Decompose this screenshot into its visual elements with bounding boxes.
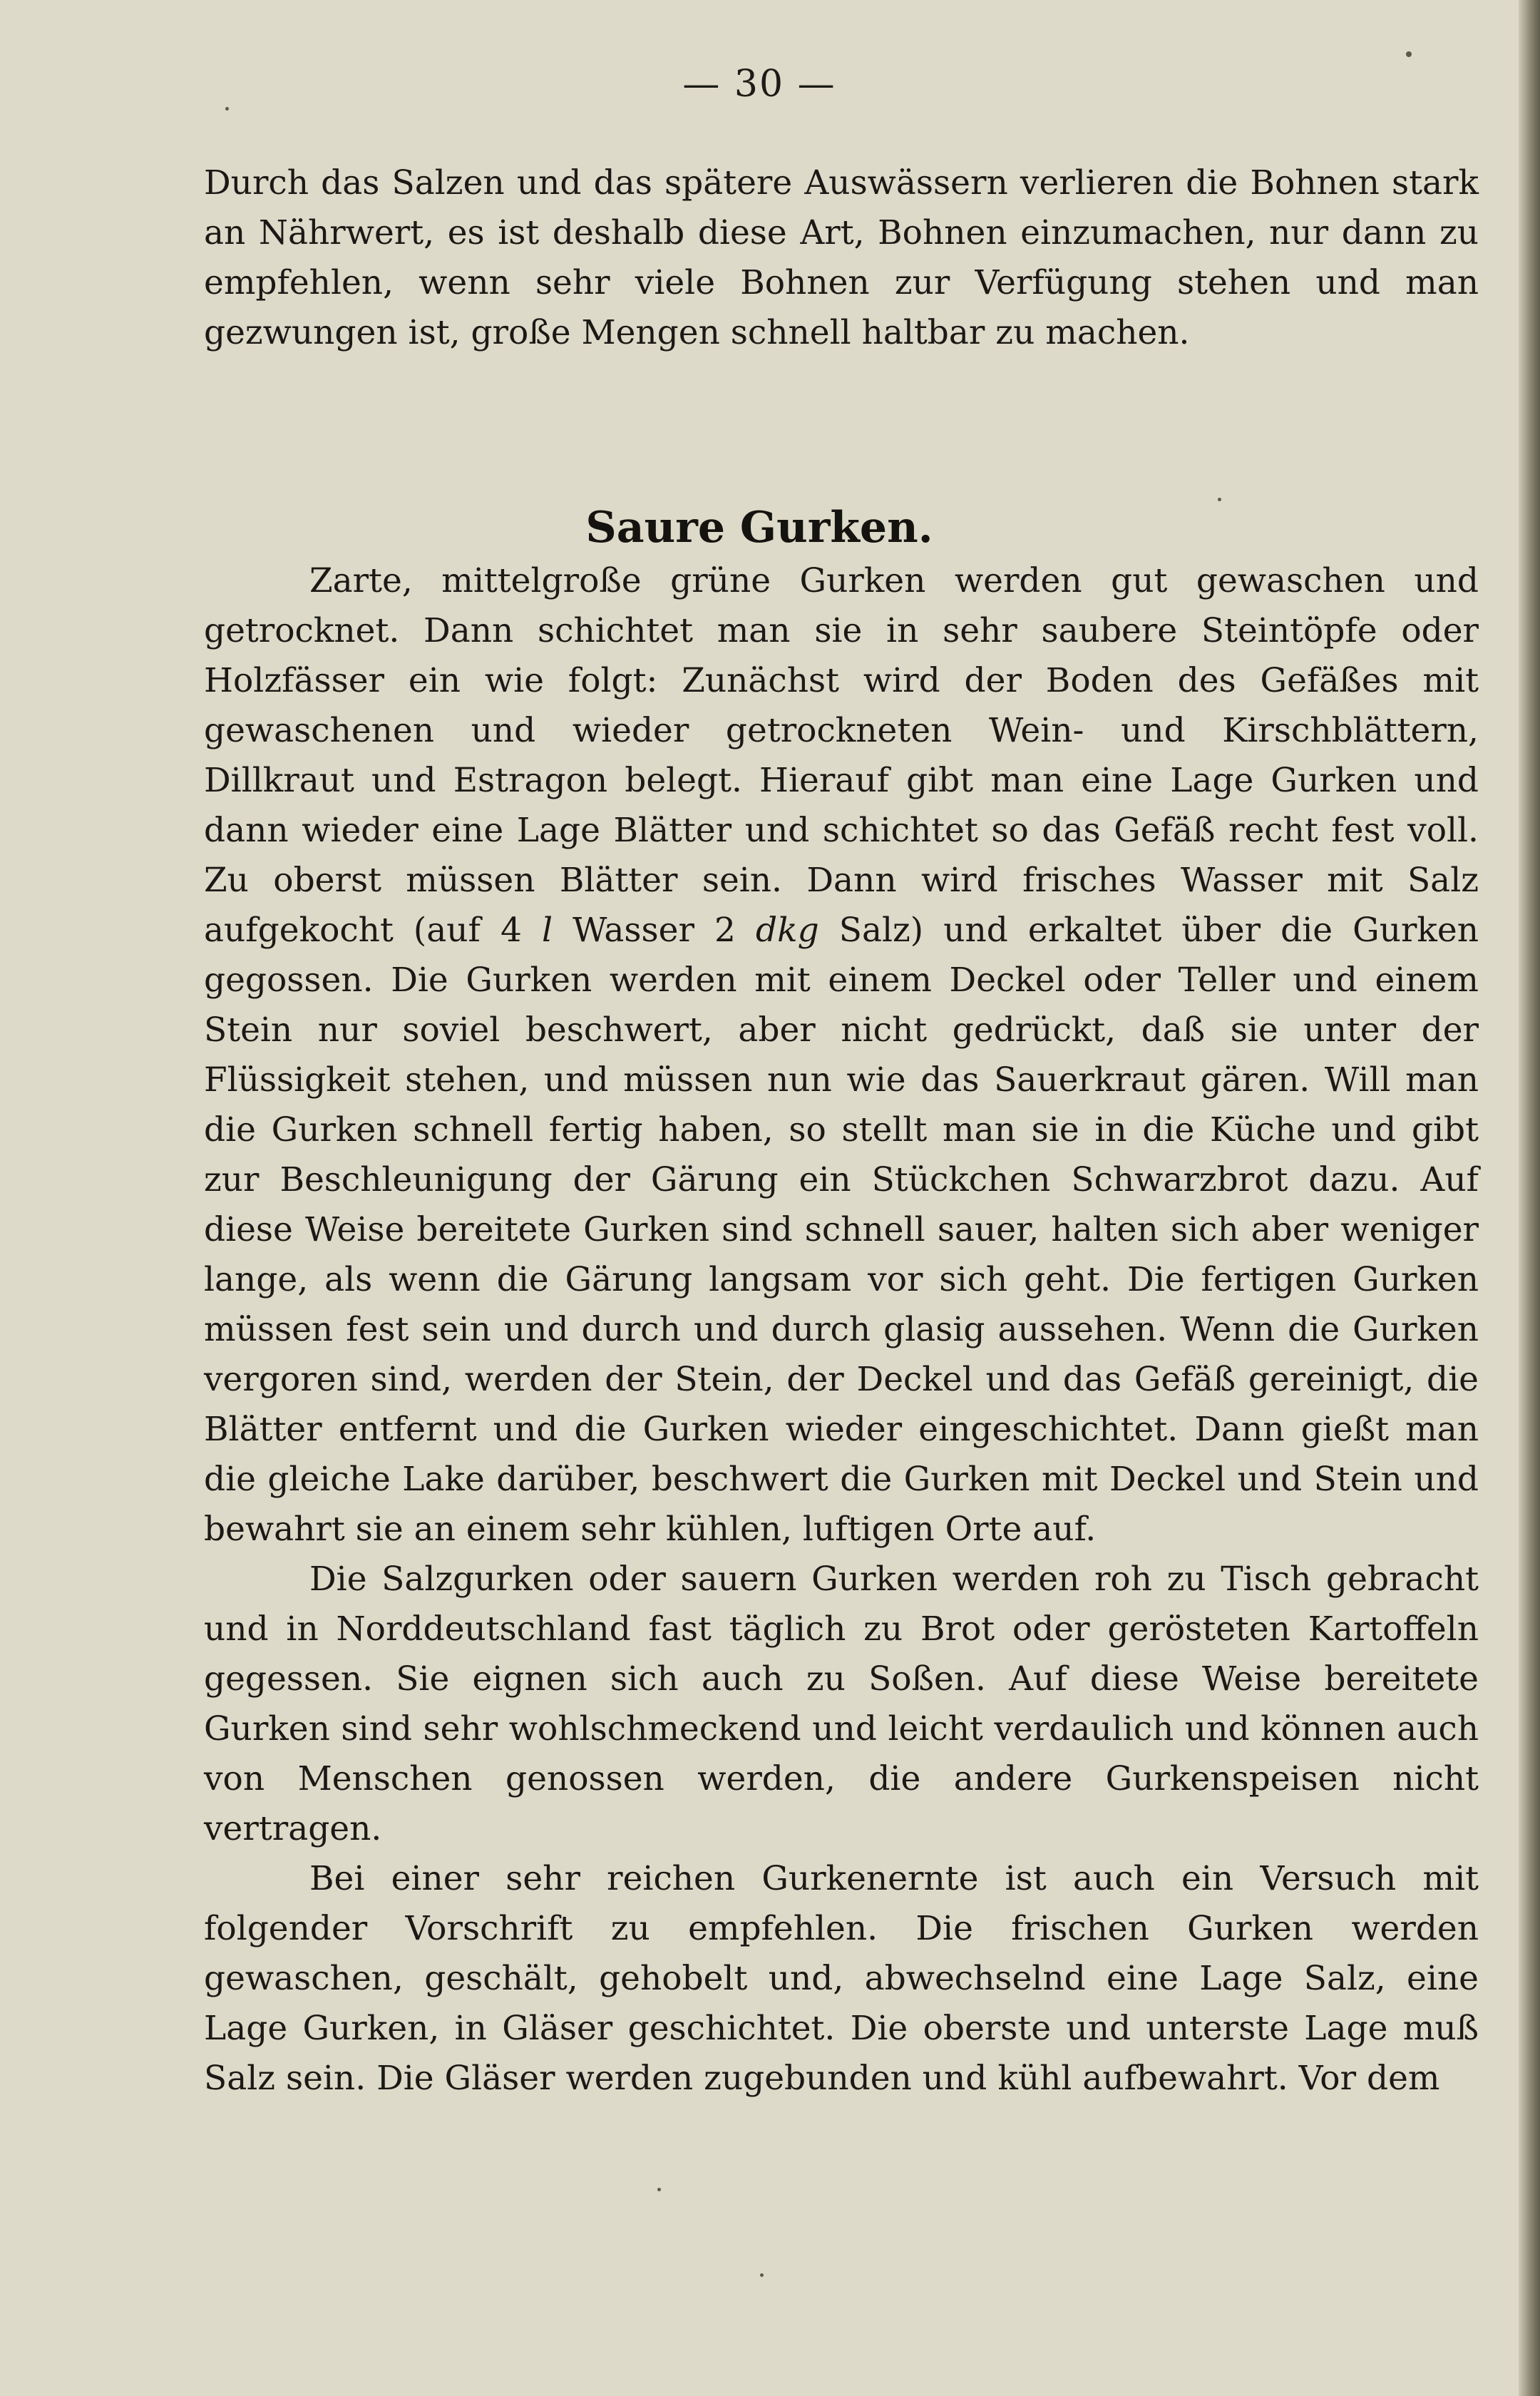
paragraph-bohnen: Durch das Salzen und das spätere Auswässern verlieren die Bohnen stark an Nährwert, es ist deshalb diese Art, Bohnen einzumachen, nur dann zu empfehlen, wenn sehr viele Bohnen zur Verfügung stehen und man gezwungen ist, große Mengen schnell haltbar zu machen. (204, 163, 1479, 352)
paragraph-salzgurken: Die Salzgurken oder sauern Gurken werden roh zu Tisch gebracht und in Norddeutschland fast täglich zu Brot oder gerösteten Kartoffeln gegessen. Sie eignen sich auch zu Soßen. Auf diese Weise bereitete Gurken sind sehr wohlschmeckend und leicht verdaulich und können auch von Menschen genossen werden, die andere Gurkenspeisen nicht vertragen. (204, 1560, 1479, 1848)
unit-liter: l (542, 911, 553, 950)
paragraph-recipe (204, 556, 1479, 1555)
section-heading: Saure Gurken. (585, 502, 933, 553)
paper-speck (1406, 51, 1412, 57)
paragraph-gurkenernte: Bei einer sehr reichen Gurkenernte ist auch ein Versuch mit folgender Vorschrift zu empfehlen. Die frischen Gurken werden gewaschen, geschält, gehobelt und, abwechselnd eine Lage Salz, eine Lage Gurken, in Gläser geschichtet. Die oberste und unterste Lage muß Salz sein. Die Gläser werden zugebunden und kühl aufbewahrt. Vor dem (204, 1859, 1479, 2098)
paper-speck (657, 2188, 661, 2191)
recipe-text-part-a: Zarte, mittelgroße grüne Gurken werden gut gewaschen und getrocknet. Dann schichtet man sie in sehr saubere Steintöpfe oder Holzfässer ein wie folgt: Zunächst wird der Boden des Gefäßes mit gewaschenen und wieder getrockneten Wein- und Kirschblättern, Dillkraut und Estragon belegt. Hierauf gibt man eine Lage Gurken und dann wieder eine Lage Blätter und schichtet so das Gefäß recht fest voll. Zu oberst müssen Blätter sein. Dann wird frisches Wasser mit Salz aufgekocht (auf 4 (204, 561, 1479, 950)
page-edge-shadow (1519, 0, 1540, 2396)
paper-speck (760, 2273, 764, 2277)
text-block-intro (204, 158, 1479, 358)
unit-dekagramm: dkg (756, 911, 819, 950)
paper-speck (225, 107, 229, 111)
text-block-saure-gurken (204, 556, 1479, 2104)
page-number: — 30 — (682, 63, 836, 106)
recipe-text-part-c: Salz) und erkaltet über die Gurken gegossen. Die Gurken werden mit einem Deckel oder Teller und einem Stein nur soviel beschwert, aber nicht gedrückt, daß sie unter der Flüssigkeit stehen, und müssen nun wie das Sauerkraut gären. Will man die Gurken schnell fertig haben, so stellt man sie in die Küche und gibt zur Beschleunigung der Gärung ein Stückchen Schwarzbrot dazu. Auf diese Weise bereitete Gurken sind schnell sauer, halten sich aber weniger lange, als wenn die Gärung langsam vor sich geht. Die fertigen Gurken müssen fest sein und durch und durch glasig aussehen. Wenn die Gurken vergoren sind, werden der Stein, der Deckel und das Gefäß gereinigt, die Blätter entfernt und die Gurken wieder eingeschichtet. Dann gießt man die gleiche Lake darüber, beschwert die Gurken mit Deckel und Stein und bewahrt sie an einem sehr kühlen, luftigen Orte auf. (204, 911, 1479, 1549)
recipe-text-part-b: Wasser 2 (573, 911, 736, 950)
paper-speck (1218, 498, 1221, 501)
